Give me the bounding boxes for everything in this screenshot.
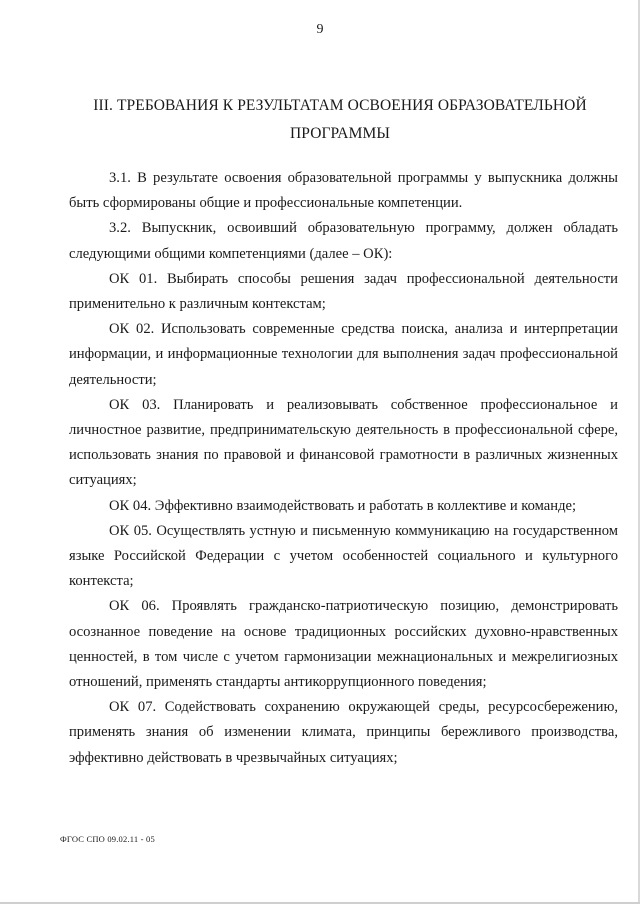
competency-ok-05: ОК 05. Осуществлять устную и письменную коммуникацию на государственном языке Российской Федерации с учетом особенностей социального и культурного контекста;	[69, 522, 618, 590]
competency-ok-04: ОК 04. Эффективно взаимодействовать и работать в коллективе и команде;	[109, 497, 577, 514]
paragraph-3-2: 3.2. Выпускник, освоивший образовательную программу, должен обладать следующими общими компетенциями (далее – ОК):	[69, 220, 618, 262]
competency-ok-06: ОК 06. Проявлять гражданско-патриотическую позицию, демонстрировать осознанное поведение на основе традиционных российских духовно-нравственных ценностей, в том числе с учетом гармонизации межнациональных и межрелигиозных отношений, применять стандарты антикоррупционного поведения;	[69, 598, 618, 691]
competency-ok-02: ОК 02. Использовать современные средства поиска, анализа и интерпретации информации, и информационные технологии для выполнения задач профессиональной деятельности;	[69, 321, 618, 388]
page-number: 9	[316, 22, 324, 37]
document-footer: ФГОС СПО 09.02.11 - 05	[60, 834, 155, 844]
competency-ok-07: ОК 07. Содействовать сохранению окружающей среды, ресурсосбережению, применять знания об изменении климата, принципы бережливого производства, эффективно действовать в чрезвычайных ситуациях;	[69, 699, 618, 766]
section-heading	[60, 92, 620, 148]
paragraph-3-1: 3.1. В результате освоения образовательной программы у выпускника должны быть сформированы общие и профессиональные компетенции.	[69, 170, 618, 212]
competency-ok-01: ОК 01. Выбирать способы решения задач профессиональной деятельности применительно к различным контекстам;	[69, 270, 618, 313]
competency-ok-03: ОК 03. Планировать и реализовывать собственное профессиональное и личностное развитие, предпринимательскую деятельность в профессиональной сфере, использовать знания по правовой и финансовой грамотности в различных жизненных ситуациях;	[69, 396, 618, 489]
section-heading-line-1: III. ТРЕБОВАНИЯ К РЕЗУЛЬТАТАМ ОСВОЕНИЯ ОБРАЗОВАТЕЛЬНОЙ	[93, 97, 587, 114]
section-heading-line-2: ПРОГРАММЫ	[290, 125, 390, 142]
body-text	[69, 166, 618, 771]
